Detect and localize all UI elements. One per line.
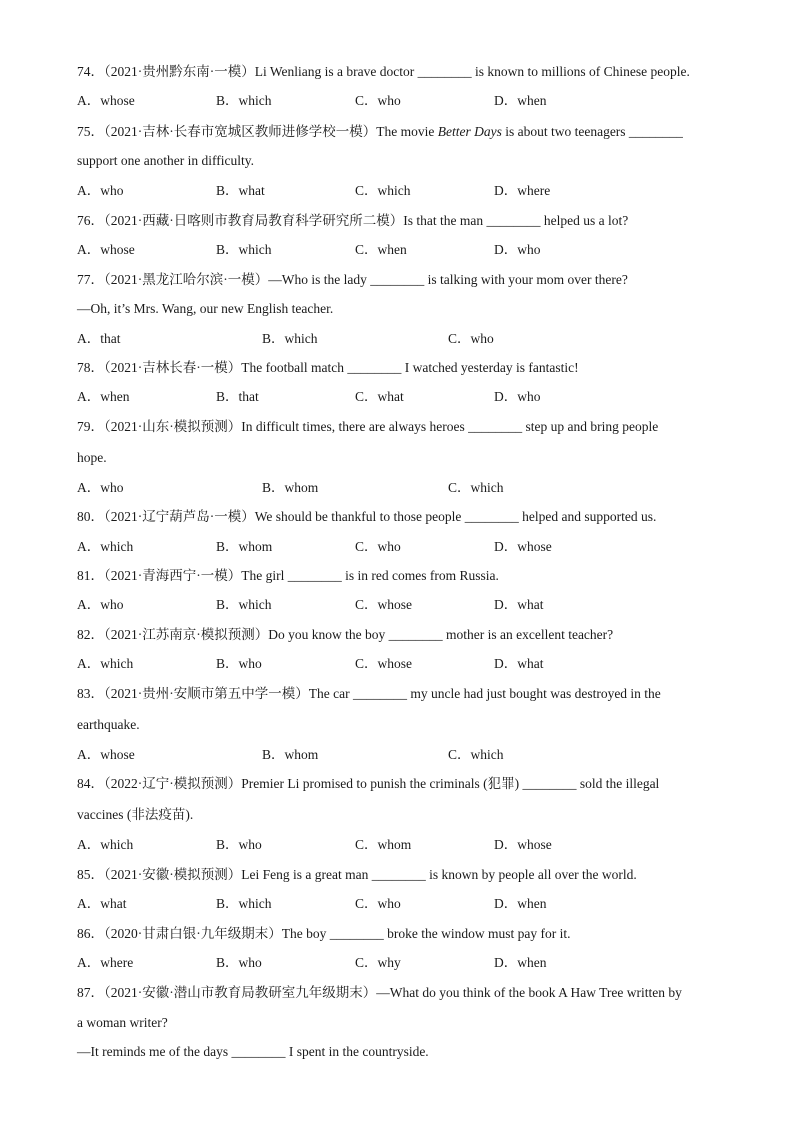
question-text: The football match ________ I watched yesterday is fantastic!	[241, 360, 579, 375]
question-number: 78．	[77, 360, 104, 375]
option-d: D．who	[494, 389, 541, 404]
question-text: The girl ________ is in red comes from Russia.	[241, 568, 499, 583]
question-number: 75．	[77, 124, 104, 139]
option-b: B．which	[216, 93, 272, 108]
question-80	[77, 508, 740, 526]
question-text: In difficult times, there are always heroes ________ step up and bring people	[241, 419, 659, 434]
question-source: （2021·贵州黔东南·一模）	[104, 64, 255, 79]
option-b: B．which	[216, 597, 272, 612]
question-source: （2021·安徽·潜山市教育局教研室九年级期末）	[104, 985, 377, 1000]
question-77	[77, 271, 740, 289]
question-text: —What do you think of the book A Haw Tree written by	[376, 985, 682, 1000]
question-text: Is that the man ________ helped us a lot?	[403, 213, 629, 228]
question-87	[77, 984, 740, 1002]
option-b: B．that	[216, 389, 259, 404]
option-c: C．who	[448, 331, 494, 346]
question-text-cont: a woman writer?	[77, 1015, 168, 1030]
question-82	[77, 626, 740, 644]
option-b: B．who	[216, 955, 262, 970]
option-a: A．which	[77, 539, 134, 554]
question-text-cont: earthquake.	[77, 717, 140, 732]
option-c: C．whom	[355, 837, 412, 852]
question-source: （2020·甘肃白银·九年级期末）	[104, 926, 282, 941]
question-text: —Who is the lady ________ is talking with your mom over there?	[268, 272, 628, 287]
question-text: Li Wenliang is a brave doctor ________ is known to millions of Chinese people.	[254, 64, 690, 79]
option-c: C．who	[355, 539, 401, 554]
question-81	[77, 567, 740, 585]
option-a: A．who	[77, 480, 124, 495]
question-source: （2021·安徽·模拟预测）	[104, 867, 242, 882]
question-number: 79．	[77, 419, 104, 434]
option-d: D．whose	[494, 837, 552, 852]
question-source: （2021·山东·模拟预测）	[104, 419, 242, 434]
option-b: B．which	[216, 896, 272, 911]
option-a: A．where	[77, 955, 134, 970]
option-a: A．who	[77, 597, 124, 612]
question-source: （2021·吉林长春·一模）	[104, 360, 242, 375]
question-79	[77, 418, 740, 436]
option-a: A．who	[77, 183, 124, 198]
option-c: C．why	[355, 955, 401, 970]
option-d: D．when	[494, 955, 547, 970]
option-c: C．who	[355, 896, 401, 911]
question-text: Lei Feng is a great man ________ is known by people all over the world.	[241, 867, 637, 882]
question-78	[77, 359, 740, 377]
option-b: B．whom	[216, 539, 273, 554]
question-number: 77．	[77, 272, 104, 287]
question-source: （2021·西藏·日喀则市教育局教育科学研究所二模）	[104, 213, 404, 228]
option-a: A．whose	[77, 93, 135, 108]
option-a: A．which	[77, 837, 134, 852]
option-b: B．whom	[262, 747, 319, 762]
question-source: （2021·贵州·安顺市第五中学一模）	[104, 686, 309, 701]
option-c: C．who	[355, 93, 401, 108]
option-c: C．what	[355, 389, 404, 404]
question-source: （2022·辽宁·模拟预测）	[104, 776, 242, 791]
option-b: B．who	[216, 837, 262, 852]
question-number: 80．	[77, 509, 104, 524]
option-c: C．which	[448, 480, 504, 495]
question-text: The car ________ my uncle had just bought was destroyed in the	[308, 686, 661, 701]
question-text-cont: support one another in difficulty.	[77, 153, 254, 168]
option-c: C．when	[355, 242, 407, 257]
option-d: D．what	[494, 597, 544, 612]
question-75	[77, 123, 740, 141]
question-text: The movie	[376, 124, 438, 139]
question-84	[77, 775, 740, 793]
movie-title: Better Days	[437, 124, 502, 139]
option-a: A．when	[77, 389, 130, 404]
question-text: Do you know the boy ________ mother is an excellent teacher?	[268, 627, 614, 642]
question-76	[77, 212, 740, 230]
option-b: B．who	[216, 656, 262, 671]
option-b: B．what	[216, 183, 265, 198]
question-number: 85．	[77, 867, 104, 882]
question-text: Premier Li promised to punish the criminals (犯罪) ________ sold the illegal	[241, 776, 660, 791]
question-text: The boy ________ broke the window must pay for it.	[281, 926, 571, 941]
question-text-cont: vaccines (非法疫苗).	[77, 807, 194, 822]
question-source: （2021·吉林·长春市宽城区教师进修学校一模）	[104, 124, 377, 139]
option-b: B．which	[262, 331, 318, 346]
question-text-cont: —It reminds me of the days ________ I spent in the countryside.	[77, 1044, 429, 1059]
question-source: （2021·江苏南京·模拟预测）	[104, 627, 269, 642]
option-a: A．which	[77, 656, 134, 671]
question-number: 87．	[77, 985, 104, 1000]
option-c: C．which	[355, 183, 411, 198]
question-text: We should be thankful to those people ________ helped and supported us.	[254, 509, 657, 524]
option-c: C．whose	[355, 597, 412, 612]
question-number: 86．	[77, 926, 104, 941]
question-number: 84．	[77, 776, 104, 791]
question-83	[77, 685, 740, 703]
option-c: C．whose	[355, 656, 412, 671]
question-number: 81．	[77, 568, 104, 583]
option-b: B．which	[216, 242, 272, 257]
question-text-cont: hope.	[77, 450, 107, 465]
option-d: D．when	[494, 896, 547, 911]
option-d: D．when	[494, 93, 547, 108]
question-text-cont: —Oh, it’s Mrs. Wang, our new English teacher.	[77, 301, 334, 316]
question-85	[77, 866, 740, 884]
question-number: 82．	[77, 627, 104, 642]
option-b: B．whom	[262, 480, 319, 495]
option-a: A．whose	[77, 242, 135, 257]
option-a: A．whose	[77, 747, 135, 762]
question-number: 74．	[77, 64, 104, 79]
question-86	[77, 925, 740, 943]
option-a: A．what	[77, 896, 127, 911]
option-d: D．where	[494, 183, 551, 198]
question-source: （2021·辽宁葫芦岛·一模）	[104, 509, 255, 524]
question-source: （2021·青海西宁·一模）	[104, 568, 242, 583]
option-d: D．what	[494, 656, 544, 671]
option-a: A．that	[77, 331, 121, 346]
option-d: D．whose	[494, 539, 552, 554]
option-d: D．who	[494, 242, 541, 257]
question-number: 83．	[77, 686, 104, 701]
option-c: C．which	[448, 747, 504, 762]
question-text: is about two teenagers ________	[501, 124, 683, 139]
question-number: 76．	[77, 213, 104, 228]
question-74	[77, 63, 740, 81]
question-source: （2021·黑龙江哈尔滨·一模）	[104, 272, 269, 287]
